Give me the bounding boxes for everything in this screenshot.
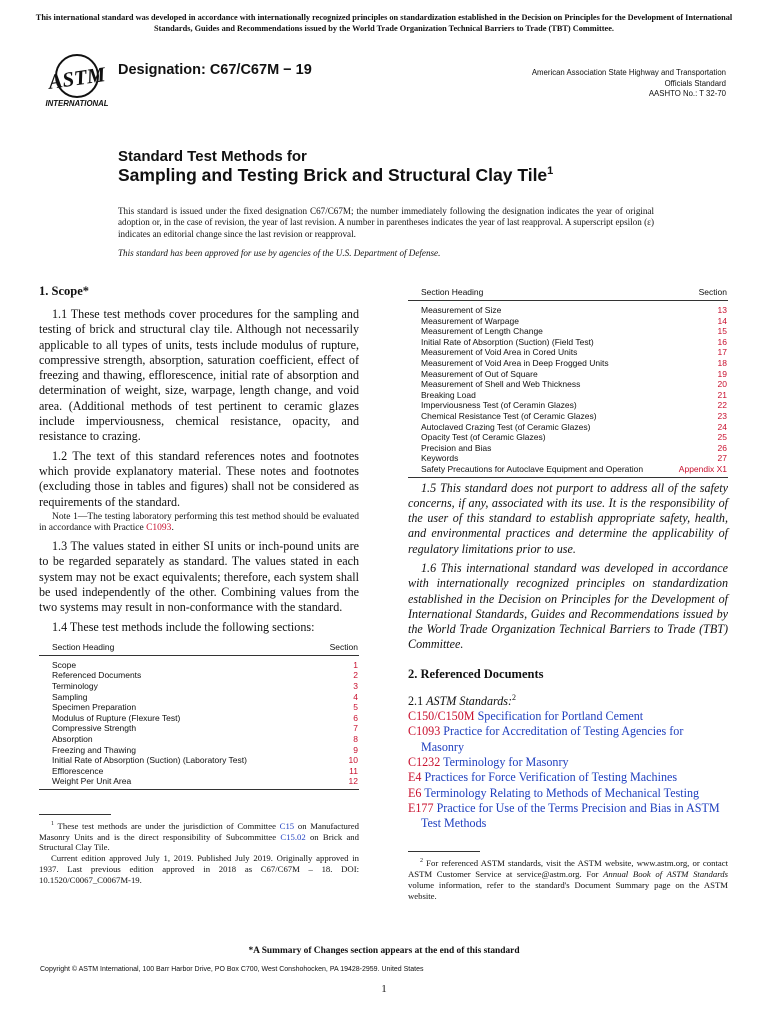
reference-list <box>408 709 728 831</box>
svg-text:INTERNATIONAL: INTERNATIONAL <box>45 99 109 108</box>
link-c15-02[interactable]: C15.02 <box>280 831 306 842</box>
sections-table-left-body <box>39 655 359 789</box>
footnote-2-italic: Annual Book of ASTM Standards <box>603 869 728 880</box>
section-heading-cell: Measurement of Shell and Web Thickness <box>421 379 581 390</box>
standardization-notice: This international standard was developed in accordance with internationally recognized principles on standardization established in the Decision on Principles for the Development of International Standards, Guides and Recommendations issued by the World Trade Organization Technical Barriers to Trade (TBT) Committee. <box>35 13 733 33</box>
section-heading-cell: Measurement of Void Area in Cored Units <box>421 347 578 358</box>
footnote-1-edition: Current edition approved July 1, 2019. Published July 2019. Originally approved in 1937. Last previous edition approved in 2018 as C67/C67M – 18. DOI: 10.1520/C0067_C0067M-19. <box>39 853 359 885</box>
section-heading-cell: Measurement of Void Area in Deep Frogged Units <box>421 357 609 368</box>
paragraph-1-3: 1.3 The values stated in either SI units or inch-pound units are to be regarded separately as standard. The values stated in each system may not be exact equivalents; therefore, each system shall be used independently of the other. Combining values from the two systems may result in non-conformance with the standard. <box>39 539 359 615</box>
section-heading-cell: Referenced Documents <box>52 670 142 681</box>
reference-title-link[interactable]: Practice for Use of the Terms Precision and Bias in ASTM Test Methods <box>421 800 720 831</box>
section-number-link[interactable]: 10 <box>348 755 358 766</box>
reference-code-link[interactable]: C1232 <box>408 754 441 769</box>
section-row <box>408 453 728 464</box>
paragraph-1-2: 1.2 The text of this standard references notes and footnotes which provide explanatory material. These notes and footnotes (excluding those in tables and figures) shall not be considered as requirements of the standard. <box>39 448 359 509</box>
left-column <box>39 284 359 886</box>
section-row <box>39 745 359 756</box>
reference-code-link[interactable]: E177 <box>408 800 434 815</box>
section-row <box>408 316 728 327</box>
reference-code-link[interactable]: E4 <box>408 770 422 785</box>
section-number-link[interactable]: 24 <box>717 421 727 432</box>
section-number-link[interactable]: 6 <box>353 712 358 723</box>
note-1-end: . <box>171 523 174 534</box>
section-row <box>39 702 359 713</box>
section-number-link[interactable]: 7 <box>353 723 358 734</box>
section-row <box>408 337 728 348</box>
section-row <box>39 713 359 724</box>
paragraph-1-4: 1.4 These test methods include the following sections: <box>52 619 315 634</box>
title-line-2 <box>118 165 553 186</box>
section-number-link[interactable]: 2 <box>353 670 358 681</box>
note-1-text: Note 1—The testing laboratory performing this test method should be evaluated in accordance with Practice <box>39 511 359 534</box>
section-row <box>39 670 359 681</box>
section-row <box>408 464 728 477</box>
title-line-1: Standard Test Methods for <box>118 148 307 165</box>
footnote-rule <box>39 814 111 815</box>
section-row <box>39 766 359 777</box>
reference-item <box>408 801 728 832</box>
col-section: Section <box>305 639 359 656</box>
section-number-link[interactable]: 14 <box>717 315 727 326</box>
summary-of-changes-note: *A Summary of Changes section appears at the end of this standard <box>248 946 520 956</box>
note-1 <box>39 512 359 535</box>
section-row <box>408 301 728 316</box>
section-row <box>39 776 359 789</box>
reference-code-link[interactable]: E6 <box>408 785 422 800</box>
section-number-link[interactable]: 20 <box>717 379 727 390</box>
designation-year: − 19 <box>279 62 312 78</box>
section-number-link[interactable]: 25 <box>717 432 727 443</box>
aashto-line-3: AASHTO No.: T 32-70 <box>648 89 726 98</box>
section-number-link[interactable]: 21 <box>717 389 727 400</box>
section-heading-cell: Terminology <box>52 681 98 692</box>
paragraph-1-1: 1.1 These test methods cover procedures for the sampling and testing of brick and structural clay tile. Although not necessarily applicable to all types of units, tests include modulus of rupture, compressive strength, absorption, saturation coefficient, effect of freezing and thawing, efflorescence, initial rate of absorption and determination of weight, size, warpage, length change, and void area. (Additional methods of test pertinent to ceramic glazes include imperviousness, chemical resistance, opacity, and resistance to crazing. <box>39 307 359 444</box>
section-heading-cell: Efflorescence <box>52 765 104 776</box>
section-heading-cell: Absorption <box>52 733 93 744</box>
section-row <box>408 432 728 443</box>
note-1-link-c1093[interactable]: C1093 <box>146 523 172 534</box>
section-row <box>408 358 728 369</box>
section-heading-cell: Autoclaved Crazing Test (of Ceramic Glazes) <box>421 421 591 432</box>
copyright-line: Copyright © ASTM International, 100 Barr Harbor Drive, PO Box C700, West Conshohocken, PA 19428-2959. United States <box>40 966 424 973</box>
footnote-1-text-a: These test methods are under the jurisdiction of Committee <box>54 820 280 831</box>
aashto-block <box>532 68 726 100</box>
title-text: Sampling and Testing Brick and Structural Clay Tile <box>118 165 548 185</box>
section-heading-cell: Scope <box>52 659 77 670</box>
section-heading-cell: Measurement of Length Change <box>421 326 543 337</box>
section-heading-cell: Freezing and Thawing <box>52 744 136 755</box>
section-heading-cell: Opacity Test (of Ceramic Glazes) <box>421 432 546 443</box>
section-number-link[interactable]: 19 <box>717 368 727 379</box>
section-number-link[interactable]: 17 <box>717 347 727 358</box>
paragraph-1-5: 1.5 This standard does not purport to address all of the safety concerns, if any, associated with its use. It is the responsibility of the user of this standard to establish appropriate safety, health, and environmental practices and determine the applicability of regulatory limitations prior to use. <box>408 480 728 556</box>
reference-item <box>408 770 728 785</box>
page-number: 1 <box>381 983 387 995</box>
astm-logo <box>42 52 112 108</box>
reference-item <box>408 709 728 724</box>
section-heading-cell: Imperviousness Test (of Ceramin Glazes) <box>421 400 577 411</box>
footnote-1-text-b: on Manufactured Masonry Units and is the direct responsibility of Subcommittee <box>39 820 359 842</box>
section-row <box>408 422 728 433</box>
section-number-link[interactable]: 8 <box>353 733 358 744</box>
section-heading-cell: Safety Precautions for Autoclave Equipment and Operation <box>408 464 669 477</box>
right-column <box>408 284 728 902</box>
section-number-link[interactable]: 16 <box>717 336 727 347</box>
footnote-1-text-c: on Brick and Structural Clay Tile. <box>39 831 359 853</box>
footnote-2 <box>408 856 728 901</box>
section-row <box>408 400 728 411</box>
svg-text:ASTM: ASTM <box>46 62 107 94</box>
section-heading-cell: Breaking Load <box>421 389 476 400</box>
footnote-2-mark: 2 <box>420 858 423 865</box>
issue-statement: This standard is issued under the fixed designation C67/C67M; the number immediately following the designation indicates the year of original adoption or, in the case of revision, the year of last revision. A number in parentheses indicates the year of last reapproval. A superscript epsilon (ε) indicates an editorial change since the last revision or reapproval. <box>118 206 654 239</box>
section-row <box>39 681 359 692</box>
col-section-heading: Section Heading <box>39 639 305 656</box>
section-row <box>408 369 728 380</box>
paragraph-1-6: 1.6 This international standard was developed in accordance with internationally recognized principles on standardization established in the Decision on Principles for the Development of International Standards, Guides and Recommendations issued by the World Trade Organization Technical Barriers to Trade (TBT) Committee. <box>408 560 728 652</box>
section-row <box>408 379 728 390</box>
section-heading-cell: Specimen Preparation <box>52 702 137 713</box>
section-heading-cell: Modulus of Rupture (Flexure Test) <box>52 712 181 723</box>
section-heading-cell: Precision and Bias <box>421 442 492 453</box>
section-number-link[interactable]: 18 <box>717 357 727 368</box>
section-heading-cell: Chemical Resistance Test (of Ceramic Glazes) <box>421 410 597 421</box>
reference-title-link[interactable]: Specification for Portland Cement <box>477 709 644 724</box>
section-heading-cell: Weight Per Unit Area <box>39 776 305 789</box>
section-heading-cell: Initial Rate of Absorption (Suction) (Laboratory Test) <box>52 755 247 766</box>
footnote-1-mark: 1 <box>51 820 54 827</box>
designation <box>118 62 312 78</box>
section-heading-cell: Measurement of Out of Square <box>421 368 538 379</box>
reference-code-link[interactable]: C150/C150M <box>408 709 475 724</box>
section-row <box>39 755 359 766</box>
aashto-line-2: Officials Standard <box>664 78 726 88</box>
section-number-link[interactable]: 23 <box>717 410 727 421</box>
scope-heading: 1. Scope* <box>39 284 89 298</box>
section-number-link[interactable]: 27 <box>717 453 727 464</box>
section-heading-cell: Measurement of Size <box>421 305 502 315</box>
sections-table-right <box>408 284 728 478</box>
reference-code-link[interactable]: C1093 <box>408 724 441 739</box>
section-number-link[interactable]: 11 <box>349 765 358 776</box>
section-row <box>408 347 728 358</box>
footnote-2-text-a: For referenced ASTM standards, visit the ASTM website, www.astm.org, or contact ASTM Customer Service at service@astm.org. For <box>408 858 728 880</box>
reference-title-link[interactable]: Practice for Accreditation of Testing Agencies for Masonry <box>421 724 684 754</box>
section-number-link[interactable]: 13 <box>717 305 727 315</box>
dod-approval: This standard has been approved for use by agencies of the U.S. Department of Defense. <box>118 248 441 258</box>
section-row <box>39 655 359 670</box>
section-number-link[interactable]: 9 <box>353 744 358 755</box>
paragraph-2-1-prefix: 2.1 <box>408 693 427 708</box>
section-number-link[interactable]: 12 <box>305 776 359 789</box>
referenced-documents-heading: 2. Referenced Documents <box>408 666 544 681</box>
link-c15[interactable]: C15 <box>279 820 295 831</box>
section-row <box>39 723 359 734</box>
col-section-heading: Section Heading <box>408 284 669 301</box>
footnote-2-ref: 2 <box>512 692 517 702</box>
paragraph-2-1 <box>408 690 728 709</box>
section-row <box>408 390 728 401</box>
footnote-1 <box>39 819 359 853</box>
astm-standards-label: ASTM Standards: <box>426 693 513 708</box>
sections-table-right-body <box>408 301 728 478</box>
reference-title-link[interactable]: Terminology Relating to Methods of Mechanical Testing <box>424 785 700 800</box>
section-number-link[interactable]: 1 <box>353 659 358 670</box>
section-row <box>39 692 359 703</box>
col-section: Section <box>669 284 728 301</box>
reference-item <box>408 755 728 770</box>
designation-label: Designation: C67/C67M <box>118 62 280 78</box>
section-number-link[interactable]: 26 <box>717 442 727 453</box>
footnote-rule <box>408 851 480 852</box>
section-heading-cell: Measurement of Warpage <box>421 315 519 326</box>
title-footnote-mark: 1 <box>547 165 554 178</box>
aashto-line-1: American Association State Highway and Transportation <box>531 68 726 77</box>
sections-table-left <box>39 639 359 790</box>
section-heading-cell: Compressive Strength <box>52 723 137 734</box>
section-row <box>408 411 728 422</box>
section-row <box>39 734 359 745</box>
reference-item <box>408 786 728 801</box>
section-number-link[interactable]: 5 <box>353 702 358 713</box>
section-heading-cell: Sampling <box>52 691 88 702</box>
section-heading-cell: Initial Rate of Absorption (Suction) (Field Test) <box>421 336 594 347</box>
section-heading-cell: Keywords <box>421 453 459 464</box>
reference-title-link[interactable]: Practices for Force Verification of Testing Machines <box>424 770 678 785</box>
section-row <box>408 326 728 337</box>
section-number-link[interactable]: 4 <box>353 691 358 702</box>
section-number-link[interactable]: 15 <box>717 326 727 337</box>
section-number-link[interactable]: Appendix X1 <box>669 464 728 477</box>
section-number-link[interactable]: 22 <box>717 400 727 411</box>
footnote-2-text-b: volume information, refer to the standard's Document Summary page on the ASTM website. <box>408 879 728 901</box>
reference-item <box>408 724 728 755</box>
section-row <box>408 443 728 454</box>
section-number-link[interactable]: 3 <box>353 681 358 692</box>
reference-title-link[interactable]: Terminology for Masonry <box>443 754 569 769</box>
